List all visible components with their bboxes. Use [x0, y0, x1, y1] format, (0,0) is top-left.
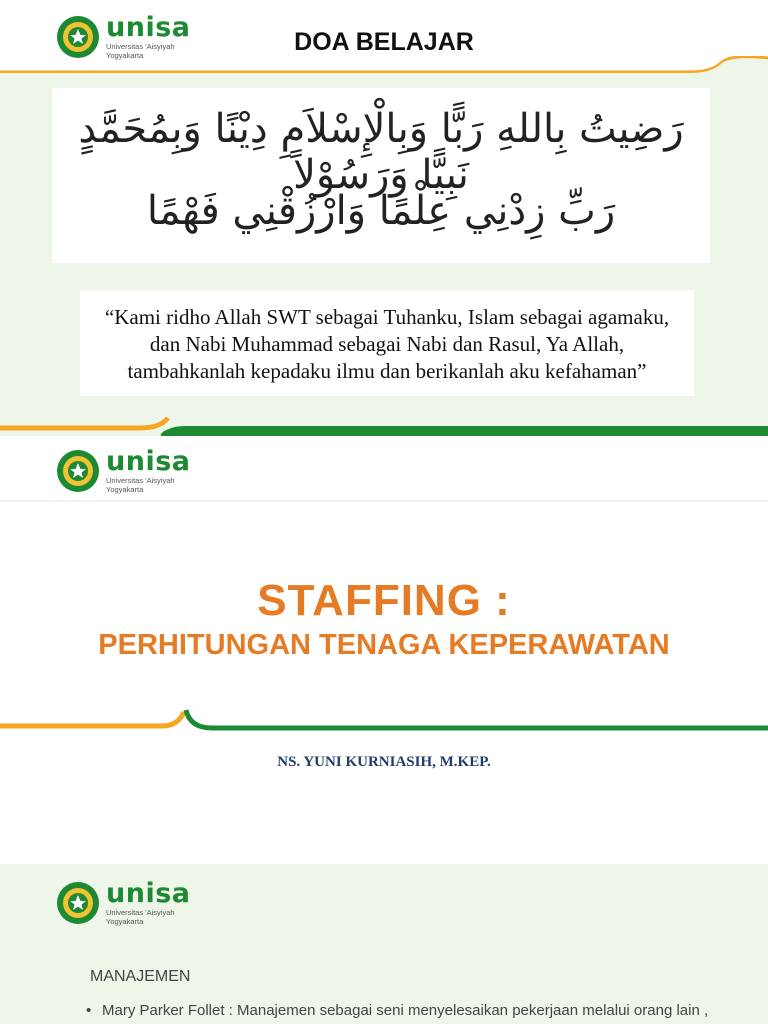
title-wave-divider: [0, 708, 768, 734]
arabic-prayer-line-1: رَضِيتُ بِاللهِ رَبًّا وَبِالْإِسْلاَمِ دِيْنًا وَبِمُحَمَّدٍ نَبِيًّا وَرَسُوْلاً: [78, 106, 684, 198]
translation-line-1: “Kami ridho Allah SWT sebagai Tuhanku, Islam sebagai agamaku,: [104, 305, 670, 329]
bottom-wave-divider: [0, 414, 768, 436]
top-wave-divider: [0, 56, 768, 86]
logo-university-name: Universitas 'Aisyiyah: [106, 908, 175, 917]
logo-wordmark: unisa: [106, 446, 191, 477]
arabic-prayer-line-2: رَبِّ زِدْنِي عِلْمًا وَارْزُقْنِي فَهْمًا: [146, 188, 616, 234]
slide-doa-belajar: [0, 0, 768, 436]
bullet-item: [86, 1002, 708, 1019]
logo-city: Yogyakarta: [106, 50, 144, 60]
section-heading: MANAJEMEN: [90, 968, 191, 985]
presenter-name: NS. YUNI KURNIASIH, M.KEP.: [277, 754, 491, 770]
arabic-prayer-box: [52, 88, 710, 263]
logo-wordmark: unisa: [106, 878, 191, 909]
bullet-icon: •: [86, 1002, 92, 1019]
logo-university-name: Universitas 'Aisyiyah: [106, 476, 175, 485]
logo-city: Yogyakarta: [106, 916, 144, 926]
unisa-logo: [56, 448, 191, 494]
logo-wordmark: unisa: [106, 12, 191, 43]
unisa-logo: [56, 880, 191, 926]
presentation-title: STAFFING :: [257, 576, 511, 625]
translation-line-3: tambahkanlah kepadaku ilmu dan berikanlah aku kefahaman”: [127, 359, 647, 383]
unisa-emblem-icon: [56, 449, 100, 493]
unisa-emblem-icon: [56, 881, 100, 925]
translation-box: [80, 290, 694, 396]
logo-university-name: Universitas 'Aisyiyah: [106, 42, 175, 51]
logo-city: Yogyakarta: [106, 484, 144, 494]
presentation-subtitle: PERHITUNGAN TENAGA KEPERAWATAN: [98, 629, 670, 661]
slide-title: DOA BELAJAR: [294, 28, 474, 56]
bullet-text: Mary Parker Follet : Manajemen sebagai seni menyelesaikan pekerjaan melalui orang lain ,: [102, 1002, 709, 1019]
translation-line-2: dan Nabi Muhammad sebagai Nabi dan Rasul, Ya Allah,: [149, 332, 625, 356]
slide-manajemen: [0, 864, 768, 1024]
slide-staffing-title: [0, 436, 768, 854]
header-divider: [0, 496, 768, 506]
